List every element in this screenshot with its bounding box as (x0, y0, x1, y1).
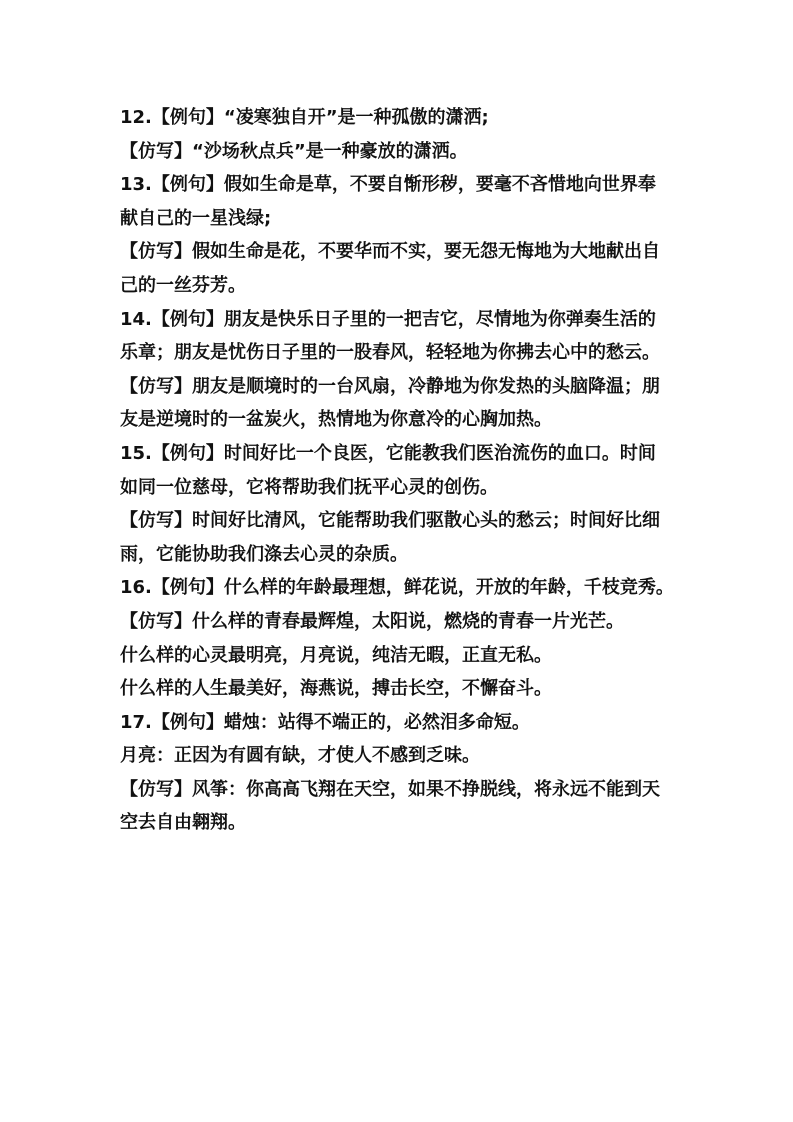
text-line: 什么样的心灵最明亮，月亮说，纯洁无暇，正直无私。 (120, 644, 552, 666)
text-line: 【仿写】风筝：你高高飞翔在天空，如果不挣脱线，将永远不能到天 (120, 778, 660, 800)
text-line: 【仿写】什么样的青春最辉煌，太阳说，燃烧的青春一片光芒。 (120, 610, 624, 632)
document-body (120, 101, 680, 840)
text-line: 雨，它能协助我们涤去心灵的杂质。 (120, 543, 408, 565)
text-line: 什么样的人生最美好，海燕说，搏击长空，不懈奋斗。 (120, 678, 552, 700)
text-line: 【仿写】假如生命是花，不要华而不实，要无怨无悔地为大地献出自 (120, 241, 660, 263)
text-line: 14.【例句】朋友是快乐日子里的一把吉它，尽情地为你弹奏生活的 (120, 308, 656, 330)
text-line: 16.【例句】什么样的年龄最理想，鲜花说，开放的年龄，千枝竞秀。 (120, 577, 674, 599)
text-line: 15.【例句】时间好比一个良医，它能教我们医治流伤的血口。时间 (120, 442, 656, 464)
text-line: 献自己的一星浅绿; (120, 207, 272, 229)
text-line: 己的一丝芬芳。 (120, 274, 246, 296)
text-line: 12.【例句】“凌寒独自开”是一种孤傲的潇洒; (120, 107, 489, 128)
text-line: 【仿写】时间好比清风，它能帮助我们驱散心头的愁云；时间好比细 (120, 510, 660, 532)
text-line: 17.【例句】蜡烛：站得不端正的，必然泪多命短。 (120, 711, 530, 733)
text-line: 空去自由翱翔。 (120, 812, 246, 834)
text-line: 13.【例句】假如生命是草，不要自惭形秽，要毫不吝惜地向世界奉 (120, 174, 656, 196)
text-line: 友是逆境时的一盆炭火，热情地为你意冷的心胸加热。 (120, 409, 552, 431)
text-line: 月亮：正因为有圆有缺，才使人不感到乏味。 (120, 745, 480, 767)
text-line: 如同一位慈母，它将帮助我们抚平心灵的创伤。 (120, 476, 498, 498)
text-line: 【仿写】朋友是顺境时的一台风扇，冷静地为你发热的头脑降温；朋 (120, 375, 660, 397)
text-line: 乐章；朋友是忧伤日子里的一股春风，轻轻地为你拂去心中的愁云。 (120, 342, 660, 364)
text-line: 【仿写】“沙场秋点兵”是一种豪放的潇洒。 (120, 140, 468, 162)
